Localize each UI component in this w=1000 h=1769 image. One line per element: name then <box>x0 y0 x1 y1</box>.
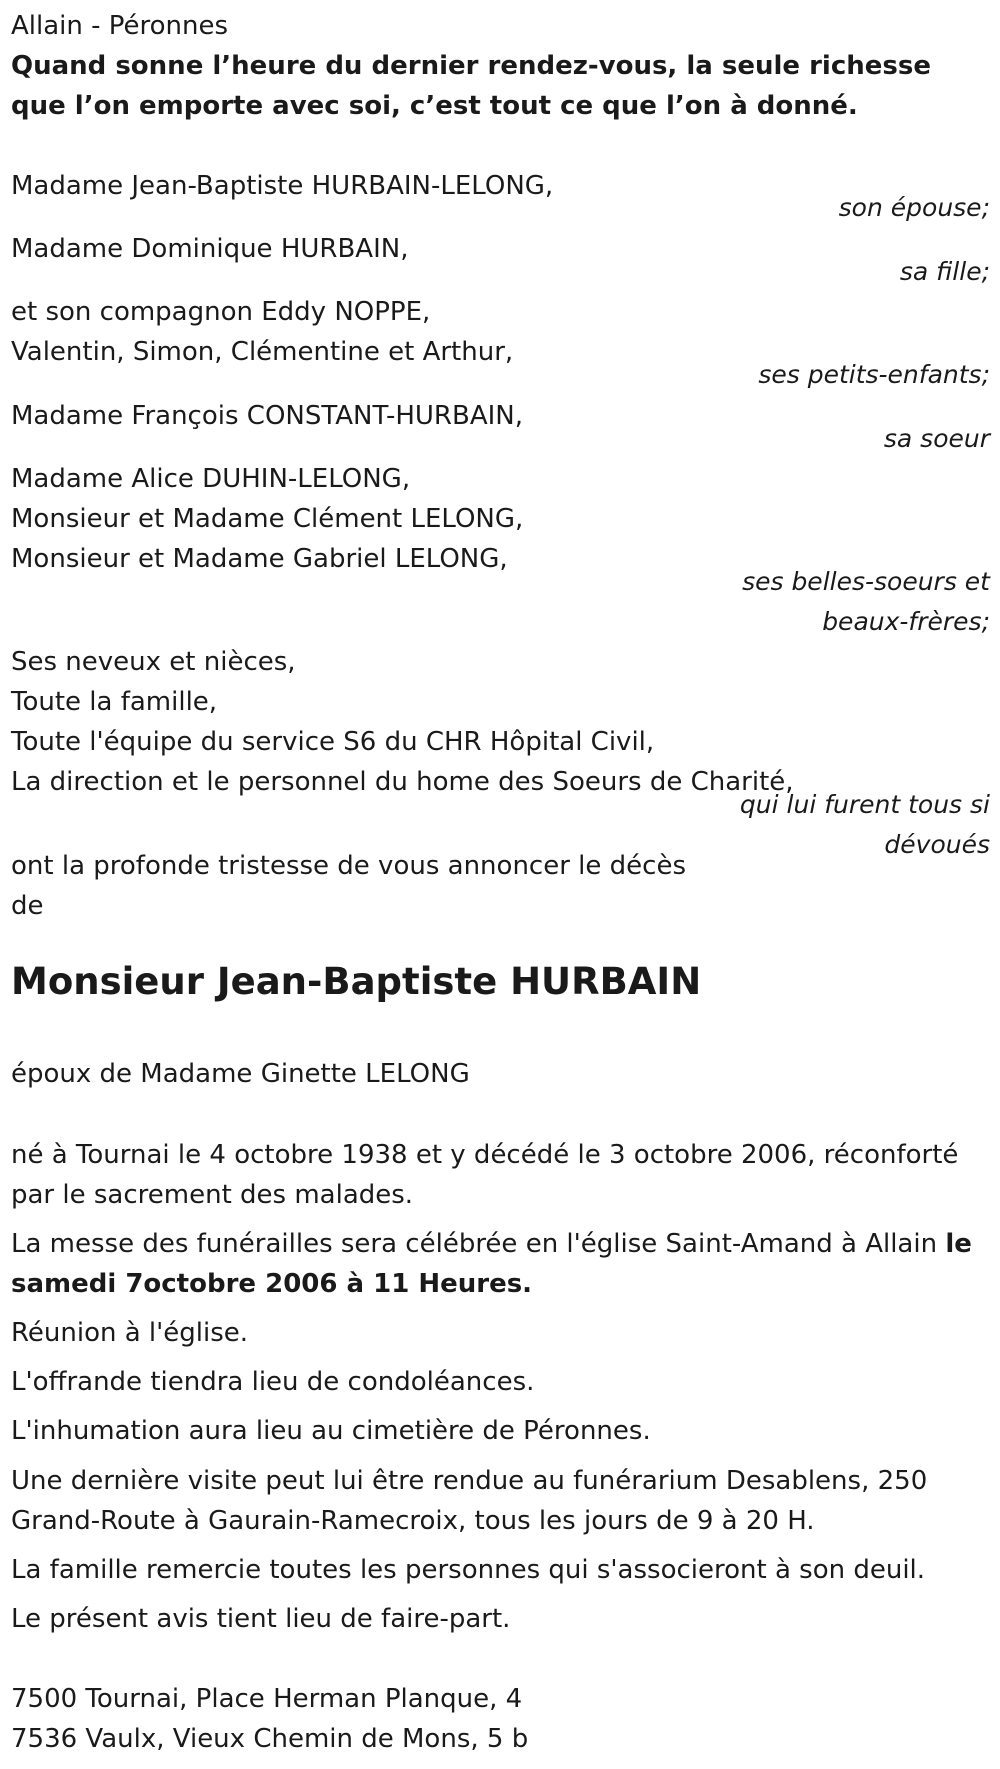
sister-name: Madame François CONSTANT-HURBAIN, <box>11 401 523 431</box>
spouse-relation: son épouse; <box>838 193 990 222</box>
announcement-line: ont la profonde tristesse de vous annoncer le décès <box>11 851 686 881</box>
grandchildren-relation: ses petits-enfants; <box>758 360 990 389</box>
address-line: 7536 Vaulx, Vieux Chemin de Mons, 5 b <box>11 1724 529 1754</box>
inlaw-name: Monsieur et Madame Gabriel LELONG, <box>11 544 508 574</box>
birth-death-paragraph: né à Tournai le 4 octobre 1938 et y décédé le 3 octobre 2006, réconforté par le sacrement des malades. <box>11 1140 959 1210</box>
daughter-name: Madame Dominique HURBAIN, <box>11 234 409 264</box>
companion-name: et son compagnon Eddy NOPPE, <box>11 297 431 327</box>
inlaw-name: Monsieur et Madame Clément LELONG, <box>11 504 524 534</box>
burial-line: L'inhumation aura lieu au cimetière de Péronnes. <box>11 1416 651 1446</box>
thanks-line: La famille remercie toutes les personnes qui s'associeront à son deuil. <box>11 1555 926 1585</box>
funeral-mass-text: La messe des funérailles sera célébrée en l'église Saint-Amand à Allain <box>11 1229 946 1259</box>
funeral-mass-paragraph <box>11 1224 991 1304</box>
notice-line: Le présent avis tient lieu de faire-part. <box>11 1604 511 1634</box>
deceased-name: Monsieur Jean-Baptiste HURBAIN <box>11 960 702 1003</box>
home-staff-line: La direction et le personnel du home des Soeurs de Charité, <box>11 767 794 797</box>
inlaws-relation: beaux-frères; <box>822 607 990 636</box>
devoted-relation: dévoués <box>884 830 990 859</box>
address-line: 7500 Tournai, Place Herman Planque, 4 <box>11 1684 523 1714</box>
inlaws-relation: ses belles-soeurs et <box>742 567 990 596</box>
announcement-line: de <box>11 891 44 921</box>
spouse-name: Madame Jean-Baptiste HURBAIN-LELONG, <box>11 171 554 201</box>
meeting-line: Réunion à l'église. <box>11 1318 249 1348</box>
nephews-line: Ses neveux et nièces, <box>11 647 296 677</box>
devoted-relation: qui lui furent tous si <box>739 790 990 819</box>
hospital-team-line: Toute l'équipe du service S6 du CHR Hôpital Civil, <box>11 727 655 757</box>
family-line: Toute la famille, <box>11 687 218 717</box>
visit-paragraph: Une dernière visite peut lui être rendue au funérarium Desablens, 250 Grand-Route à Gaurain-Ramecroix, tous les jours de 9 à 20 H. <box>11 1466 928 1536</box>
offering-line: L'offrande tiendra lieu de condoléances. <box>11 1367 535 1397</box>
daughter-relation: sa fille; <box>899 257 990 286</box>
sister-relation: sa soeur <box>883 424 990 453</box>
spouse-of-line: époux de Madame Ginette LELONG <box>11 1059 470 1089</box>
inlaw-name: Madame Alice DUHIN-LELONG, <box>11 464 411 494</box>
grandchildren-names: Valentin, Simon, Clémentine et Arthur, <box>11 337 514 367</box>
motto-quote: Quand sonne l’heure du dernier rendez-vous, la seule richesse que l’on emporte avec soi, c’est tout ce que l’on à donné. <box>11 51 931 121</box>
funeral-mass-date: le samedi 7octobre 2006 à 11 Heures. <box>11 1229 972 1299</box>
location-header: Allain - Péronnes <box>11 11 229 41</box>
